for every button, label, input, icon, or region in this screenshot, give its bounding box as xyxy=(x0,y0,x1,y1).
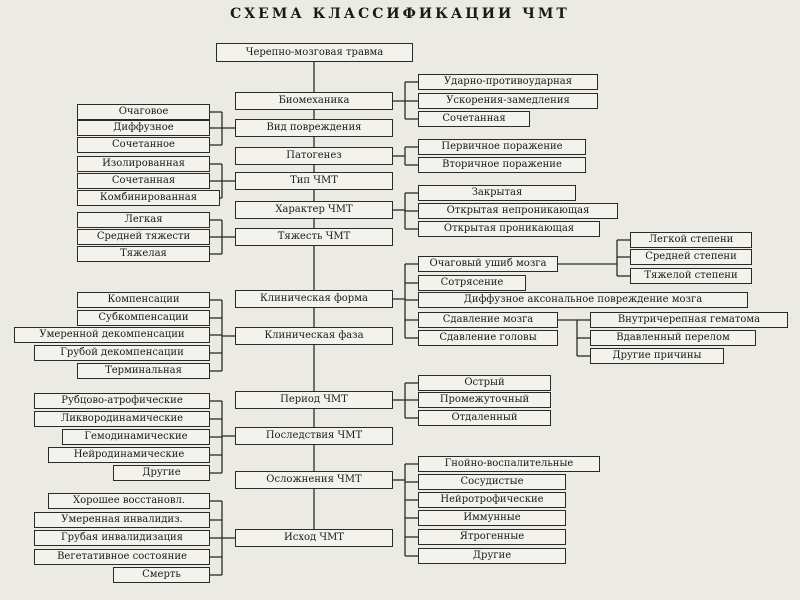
clinical-phase-item: Грубой декомпенсации xyxy=(34,345,210,361)
hub-injury-type: Вид повреждения xyxy=(235,119,393,137)
clinical-phase-item: Субкомпенсации xyxy=(77,310,210,326)
biomech-item: Сочетанная xyxy=(418,111,530,127)
tbi-complication-item: Нейротрофические xyxy=(418,492,566,508)
biomech-item: Ударно-противоударная xyxy=(418,74,598,90)
tbi-severity-item: Легкая xyxy=(77,212,210,228)
clinical-form-item: Сдавление мозга xyxy=(418,312,558,328)
hub-tbi-consequences: Последствия ЧМТ xyxy=(235,427,393,445)
hub-tbi-complications: Осложнения ЧМТ xyxy=(235,471,393,489)
tbi-severity-item: Тяжелая xyxy=(77,246,210,262)
tbi-complication-item: Гнойно-воспалительные xyxy=(418,456,600,472)
root-node: Черепно-мозговая травма xyxy=(216,43,413,62)
tbi-outcome-item: Вегетативное состояние xyxy=(34,549,210,565)
compression-cause-item: Другие причины xyxy=(590,348,724,364)
contusion-degree-item: Средней степени xyxy=(630,249,752,265)
tbi-type-item: Комбинированная xyxy=(77,190,220,206)
tbi-outcome-item: Умеренная инвалидиз. xyxy=(34,512,210,528)
tbi-complication-item: Другие xyxy=(418,548,566,564)
tbi-consequence-item: Ликвородинамические xyxy=(34,411,210,427)
tbi-outcome-item: Грубая инвалидизация xyxy=(34,530,210,546)
hub-clinical-phase: Клиническая фаза xyxy=(235,327,393,345)
tbi-complication-item: Ятрогенные xyxy=(418,529,566,545)
pathogenesis-item: Вторичное поражение xyxy=(418,157,586,173)
compression-cause-item: Внутричерепная гематома xyxy=(590,312,788,328)
tbi-outcome-item: Хорошее восстановл. xyxy=(48,493,210,509)
tbi-outcome-item: Смерть xyxy=(113,567,210,583)
hub-pathogenesis: Патогенез xyxy=(235,147,393,165)
tbi-character-item: Открытая проникающая xyxy=(418,221,600,237)
tbi-period-item: Промежуточный xyxy=(418,392,551,408)
clinical-form-item: Сдавление головы xyxy=(418,330,558,346)
tbi-period-item: Отдаленный xyxy=(418,410,551,426)
tbi-period-item: Острый xyxy=(418,375,551,391)
clinical-phase-item: Умеренной декомпенсации xyxy=(14,327,210,343)
tbi-type-item: Изолированная xyxy=(77,156,210,172)
hub-tbi-outcome: Исход ЧМТ xyxy=(235,529,393,547)
clinical-phase-item: Терминальная xyxy=(77,363,210,379)
clinical-form-item: Сотрясение xyxy=(418,275,526,291)
compression-cause-item: Вдавленный перелом xyxy=(590,330,756,346)
contusion-degree-item: Тяжелой степени xyxy=(630,268,752,284)
tbi-severity-item: Средней тяжести xyxy=(77,229,210,245)
hub-tbi-character: Характер ЧМТ xyxy=(235,201,393,219)
diagram-title: СХЕМА КЛАССИФИКАЦИИ ЧМТ xyxy=(230,6,570,22)
tbi-consequence-item: Другие xyxy=(113,465,210,481)
hub-tbi-period: Период ЧМТ xyxy=(235,391,393,409)
biomech-item: Ускорения-замедления xyxy=(418,93,598,109)
clinical-phase-item: Компенсации xyxy=(77,292,210,308)
tbi-complication-item: Сосудистые xyxy=(418,474,566,490)
tbi-character-item: Закрытая xyxy=(418,185,576,201)
injury-type-item: Сочетанное xyxy=(77,137,210,153)
hub-tbi-type: Тип ЧМТ xyxy=(235,172,393,190)
tbi-consequence-item: Рубцово-атрофические xyxy=(34,393,210,409)
contusion-degree-item: Легкой степени xyxy=(630,232,752,248)
injury-type-item: Диффузное xyxy=(77,120,210,136)
pathogenesis-item: Первичное поражение xyxy=(418,139,586,155)
tbi-character-item: Открытая непроникающая xyxy=(418,203,618,219)
injury-type-item: Очаговое xyxy=(77,104,210,120)
tbi-complication-item: Иммунные xyxy=(418,510,566,526)
tbi-type-item: Сочетанная xyxy=(77,173,210,189)
hub-tbi-severity: Тяжесть ЧМТ xyxy=(235,228,393,246)
clinical-form-item: Очаговый ушиб мозга xyxy=(418,256,558,272)
hub-clinical-form: Клиническая форма xyxy=(235,290,393,308)
tbi-consequence-item: Гемодинамические xyxy=(62,429,210,445)
clinical-form-item: Диффузное аксональное повреждение мозга xyxy=(418,292,748,308)
tbi-consequence-item: Нейродинамические xyxy=(48,447,210,463)
hub-biomechanics: Биомеханика xyxy=(235,92,393,110)
